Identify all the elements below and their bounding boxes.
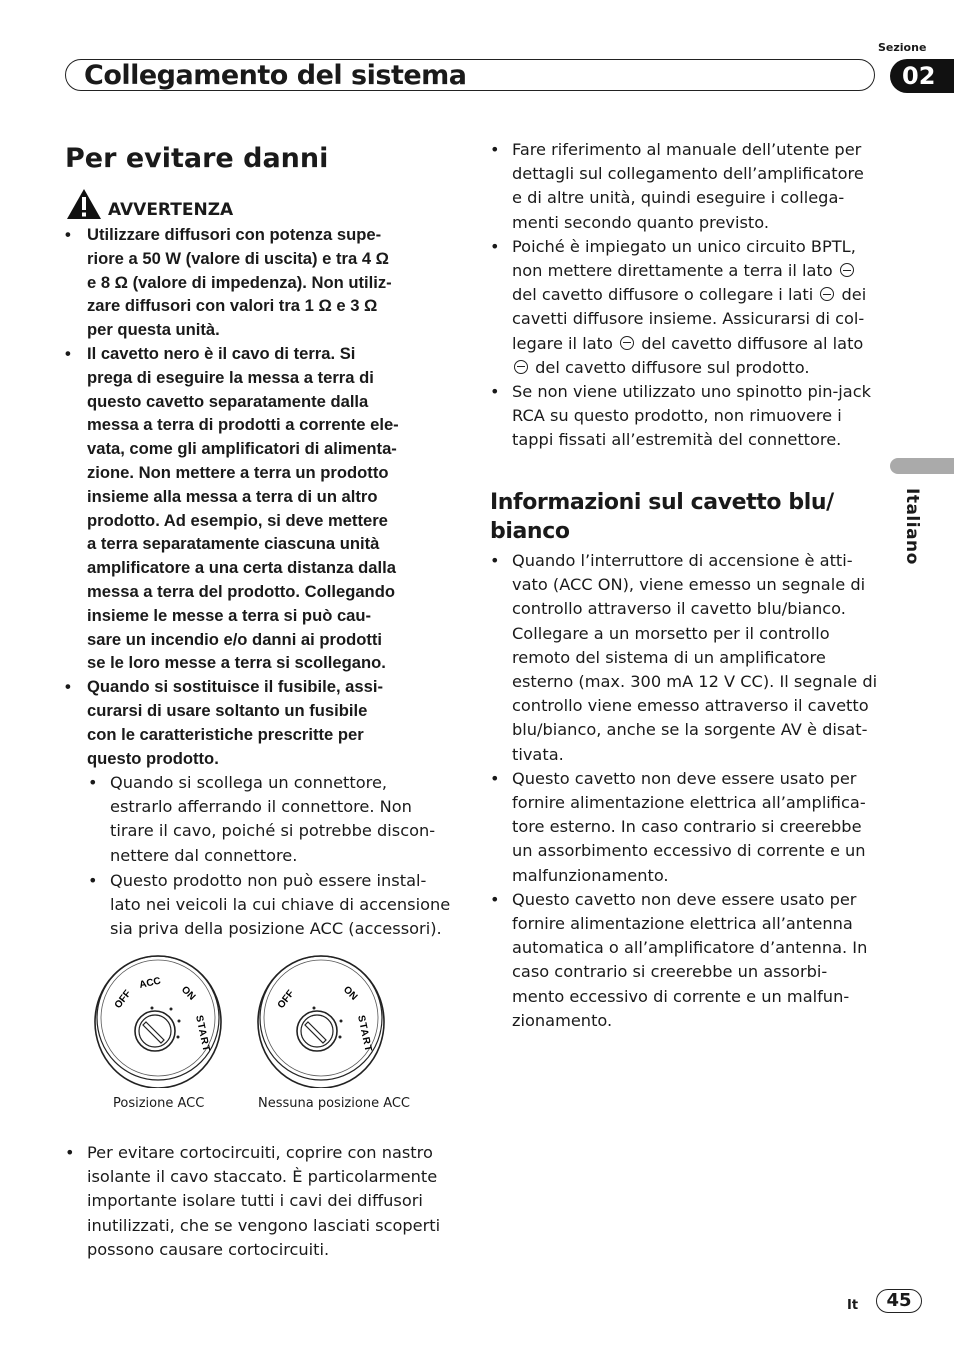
- text-line: cavetti diffusore insieme. Assicurarsi di col-: [512, 309, 865, 329]
- text-line: sare un incendio e/o danni ai prodotti: [87, 629, 383, 649]
- text-line: legare il lato del cavetto diffusore al lato: [512, 333, 864, 353]
- bullet-icon: •: [490, 889, 500, 909]
- text-line: e di altre unità, quindi eseguire i collega-: [512, 188, 845, 208]
- text-line: curarsi di usare soltanto un fusibile: [87, 700, 368, 720]
- bullet-icon: •: [65, 677, 71, 697]
- label-on: ON: [178, 984, 198, 1003]
- text-line: a terra separatamente ciascuna unità: [87, 534, 380, 554]
- text-line: tore esterno. In caso contrario si creerebbe: [512, 817, 862, 837]
- label-off: OFF: [275, 988, 297, 1011]
- caption-no-acc: Nessuna posizione ACC: [258, 1096, 411, 1111]
- text-line: dettagli sul collegamento dell’amplificatore: [512, 164, 864, 184]
- language-code: It: [847, 1298, 859, 1313]
- position-dot: [151, 1007, 154, 1010]
- label-start: START: [355, 1014, 374, 1054]
- text-line: vata, come gli amplificatori di alimenta-: [87, 439, 397, 459]
- list-item: [490, 235, 885, 380]
- list-item: [490, 138, 885, 235]
- label-off: OFF: [112, 988, 134, 1011]
- bullet-icon: •: [88, 870, 98, 890]
- text-line: isolante il cavo staccato. È particolarmente: [87, 1167, 438, 1187]
- caption-acc: Posizione ACC: [113, 1096, 205, 1111]
- text-line: esterno (max. 300 mA 12 V CC). Il segnale di: [512, 672, 878, 692]
- position-dot: [178, 1020, 181, 1023]
- text-line: tivata.: [512, 744, 564, 764]
- text-line: Quando si scollega un connettore,: [110, 773, 388, 792]
- text-line: fornire alimentazione elettrica all’antenna: [512, 914, 853, 934]
- text-line: automatica o all’amplificatore d’antenna. In: [512, 938, 868, 958]
- list-item: [65, 1141, 455, 1262]
- bullet-icon: •: [490, 140, 500, 159]
- list-item: [490, 767, 885, 888]
- bullet-icon: •: [490, 382, 500, 402]
- text-line: blu/bianco, anche se la sorgente AV è disat-: [512, 720, 868, 740]
- text-line: remoto del sistema di un amplificatore: [512, 647, 826, 667]
- text-line: mento eccessivo di corrente e un malfun-: [512, 986, 850, 1006]
- text-line: Questo prodotto non può essere instal-: [110, 870, 427, 890]
- warning-label: AVVERTENZA: [108, 200, 234, 220]
- text-line: zionamento.: [512, 1010, 613, 1030]
- bullet-icon: •: [490, 236, 500, 256]
- page-number: 45: [876, 1289, 922, 1313]
- subsection-heading: Informazioni sul cavetto blu/ bianco: [490, 490, 834, 544]
- text-line: Questo cavetto non deve essere usato per: [512, 768, 857, 788]
- text-line: non mettere direttamente a terra il lato: [512, 259, 866, 283]
- page-heading: Per evitare danni: [65, 143, 329, 174]
- section-label: Sezione: [878, 41, 927, 54]
- sub-item: [88, 869, 458, 942]
- text-line: con le caratteristiche prescritte per: [87, 724, 364, 744]
- text-line: tappi fissati all’estremità del connettore.: [512, 430, 842, 450]
- text-line: prodotto. Ad esempio, si deve mettere: [87, 510, 388, 530]
- text-line: questo cavetto separatamente dalla: [87, 391, 369, 411]
- label-acc: ACC: [138, 975, 162, 991]
- text-line: malfunzionamento.: [512, 865, 669, 885]
- list-item: [490, 888, 885, 1033]
- bottom-list: [65, 1141, 455, 1262]
- sub-list: [88, 771, 458, 941]
- text-line: fornire alimentazione elettrica all’amplifica-: [512, 793, 866, 813]
- text-line: Utilizzare diffusori con potenza supe-: [87, 225, 382, 244]
- minus-terminal-icon: [820, 287, 834, 301]
- text-line: caso contrario si creerebbe un assorbi-: [512, 962, 828, 982]
- text-line: zione. Non mettere a terra un prodotto: [87, 462, 389, 482]
- bullet-icon: •: [65, 225, 71, 244]
- language-tab-marker: [890, 458, 954, 474]
- text-line: Quando l’interruttore di accensione è atti-: [512, 551, 853, 570]
- ignition-switch-acc: [95, 956, 221, 1088]
- minus-terminal-icon: [514, 360, 528, 374]
- bullet-icon: •: [65, 343, 71, 363]
- text-line: Il cavetto nero è il cavo di terra. Si: [87, 343, 356, 363]
- text-line: se le loro messe a terra si scollegano.: [87, 653, 386, 673]
- right-list-2: [490, 549, 885, 1033]
- section-number-badge: 02: [890, 59, 954, 93]
- list-item: [490, 380, 885, 453]
- list-item: [490, 549, 885, 767]
- text-line: per questa unità.: [87, 320, 220, 340]
- text-line: nettere dal connettore.: [110, 845, 298, 865]
- bullet-icon: •: [490, 551, 500, 570]
- minus-terminal-icon: [840, 263, 854, 277]
- text-line: sia priva della posizione ACC (accessori).: [110, 919, 442, 939]
- text-line: zare diffusori con valori tra 1 Ω e 3 Ω: [87, 296, 378, 316]
- minus-terminal-icon: [620, 336, 634, 350]
- text-line: menti secondo quanto previsto.: [512, 212, 770, 232]
- text-line: un assorbimento eccessivo di corrente e un: [512, 841, 866, 861]
- text-line: tirare il cavo, poiché si potrebbe discon-: [110, 821, 436, 841]
- text-line: importante isolare tutti i cavi dei diffusori: [87, 1191, 423, 1211]
- text-line: Fare riferimento al manuale dell’utente per: [512, 140, 862, 159]
- bullet-icon: •: [88, 773, 98, 792]
- warning-list: [65, 223, 465, 770]
- text-line: Quando si sostituisce il fusibile, assi-: [87, 677, 383, 697]
- text-line: Poiché è impiegato un unico circuito BPTL,: [512, 236, 856, 256]
- warning-item: [65, 675, 465, 770]
- text-line: questo prodotto.: [87, 748, 219, 768]
- ignition-switch-no-acc: [258, 956, 384, 1088]
- ignition-switch-figure: [92, 952, 422, 1088]
- language-tab-label: Italiano: [902, 488, 922, 565]
- warning-icon: [66, 188, 102, 220]
- text-line: del cavetto diffusore sul prodotto.: [512, 356, 866, 380]
- text-line: del cavetto diffusore o collegare i lati dei: [512, 285, 867, 305]
- text-line: messa a terra del prodotto. Collegando: [87, 581, 395, 601]
- section-title: Collegamento del sistema: [84, 60, 467, 91]
- text-line: riore a 50 W (valore di uscita) e tra 4 Ω: [87, 248, 389, 268]
- text-line: inutilizzati, che se vengono lasciati scoperti: [87, 1215, 441, 1235]
- label-on: ON: [340, 984, 360, 1003]
- warning-item: [65, 342, 465, 675]
- text-line: controllo attraverso il cavetto blu/bianco.: [512, 599, 846, 619]
- right-list: [490, 138, 885, 453]
- text-line: messa a terra di prodotti a corrente ele-: [87, 415, 399, 435]
- text-line: Se non viene utilizzato uno spinotto pin-jack: [512, 382, 872, 402]
- text-line: Questo cavetto non deve essere usato per: [512, 889, 857, 909]
- text-line: prega di eseguire la messa a terra di: [87, 367, 374, 387]
- text-line: lato nei veicoli la cui chiave di accensione: [110, 895, 451, 915]
- text-line: Per evitare cortocircuiti, coprire con nastro: [87, 1143, 433, 1162]
- text-line: possono causare cortocircuiti.: [87, 1239, 330, 1259]
- position-dot: [339, 1036, 342, 1039]
- text-line: e 8 Ω (valore di impedenza). Non utiliz-: [87, 272, 392, 292]
- text-line: insieme alla messa a terra di un altro: [87, 486, 378, 506]
- warning-item: [65, 223, 465, 342]
- text-line: amplificatore a una certa distanza dalla: [87, 558, 396, 578]
- sub-item: [88, 771, 458, 868]
- bullet-icon: •: [65, 1143, 75, 1162]
- label-start: START: [193, 1014, 212, 1054]
- bullet-icon: •: [490, 768, 500, 788]
- text-line: vato (ACC ON), viene emesso un segnale di: [512, 575, 866, 595]
- text-line: controllo viene emesso attraverso il cavetto: [512, 696, 869, 716]
- text-line: insieme le messe a terra si può cau-: [87, 605, 372, 625]
- text-line: estrarlo afferrando il connettore. Non: [110, 797, 412, 817]
- position-dot: [340, 1020, 343, 1023]
- position-dot: [170, 1008, 173, 1011]
- position-dot: [177, 1036, 180, 1039]
- text-line: RCA su questo prodotto, non rimuovere i: [512, 406, 842, 426]
- text-line: Collegare a un morsetto per il controllo: [512, 623, 830, 643]
- position-dot: [313, 1007, 316, 1010]
